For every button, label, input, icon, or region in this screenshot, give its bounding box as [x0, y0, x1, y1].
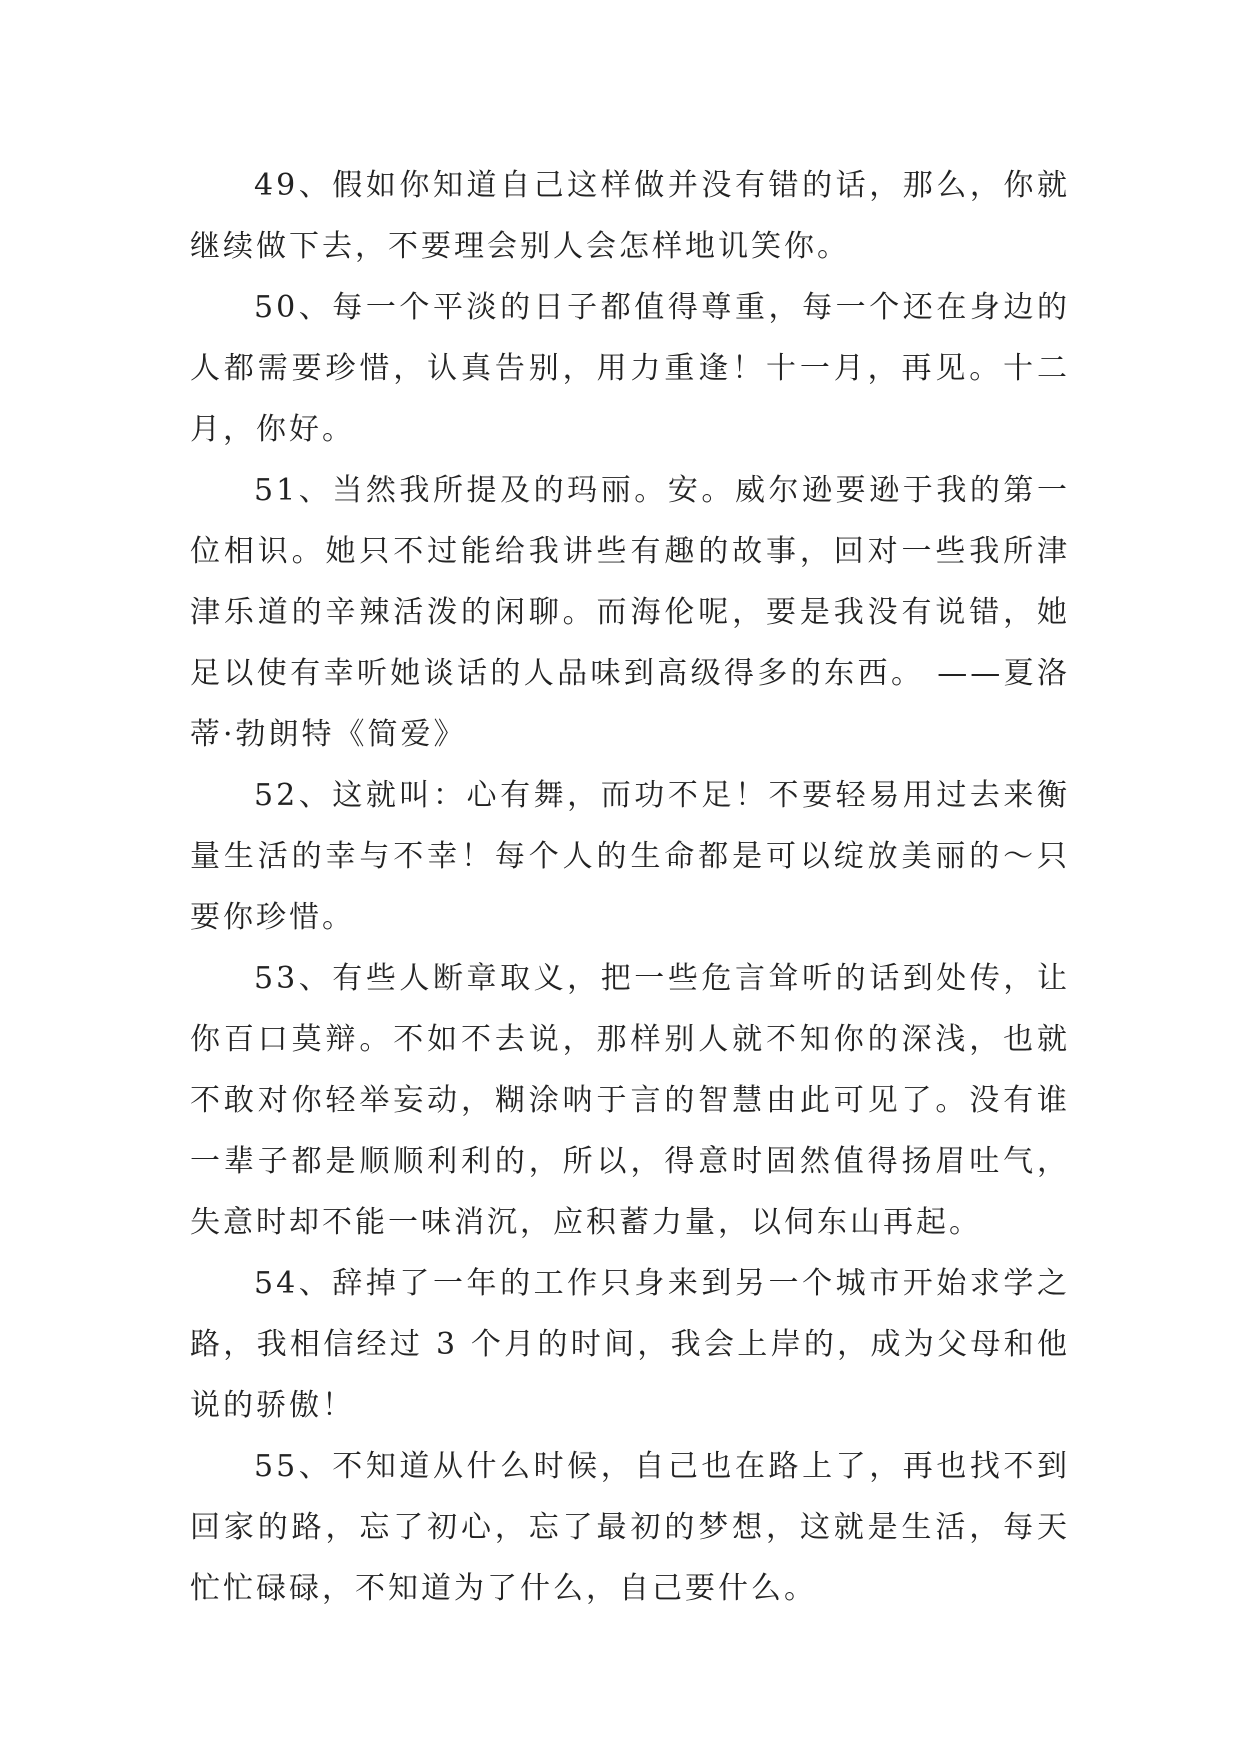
paragraph-49: 49、假如你知道自己这样做并没有错的话，那么，你就继续做下去，不要理会别人会怎样地讥笑你。: [190, 168, 1070, 264]
document-body: [190, 155, 1070, 1619]
paragraph-53: 53、有些人断章取义，把一些危言耸听的话到处传，让你百口莫辩。不如不去说，那样别人就不知你的深浅，也就不敢对你轻举妄动，糊涂呐于言的智慧由此可见了。没有谁一辈子都是顺顺利利的，所以，得意时固然值得扬眉吐气，失意时却不能一味消沉，应积蓄力量，以伺东山再起。: [190, 961, 1070, 1240]
paragraph-55: 55、不知道从什么时候，自己也在路上了，再也找不到回家的路，忘了初心，忘了最初的梦想，这就是生活，每天忙忙碌碌，不知道为了什么，自己要什么。: [190, 1449, 1070, 1606]
paragraph-50: 50、每一个平淡的日子都值得尊重，每一个还在身边的人都需要珍惜，认真告别，用力重逢！十一月，再见。十二月，你好。: [190, 290, 1070, 447]
paragraph-51: 51、当然我所提及的玛丽。安。威尔逊要逊于我的第一位相识。她只不过能给我讲些有趣的故事，回对一些我所津津乐道的辛辣活泼的闲聊。而海伦呢，要是我没有说错，她足以使有幸听她谈话的人品味到高级得多的东西。 ——夏洛蒂·勃朗特《简爱》: [190, 473, 1070, 752]
paragraph-54: 54、辞掉了一年的工作只身来到另一个城市开始求学之路，我相信经过 3 个月的时间，我会上岸的，成为父母和他说的骄傲！: [190, 1266, 1070, 1423]
paragraph-52: 52、这就叫：心有舞，而功不足！不要轻易用过去来衡量生活的幸与不幸！每个人的生命都是可以绽放美丽的～只要你珍惜。: [190, 778, 1070, 935]
